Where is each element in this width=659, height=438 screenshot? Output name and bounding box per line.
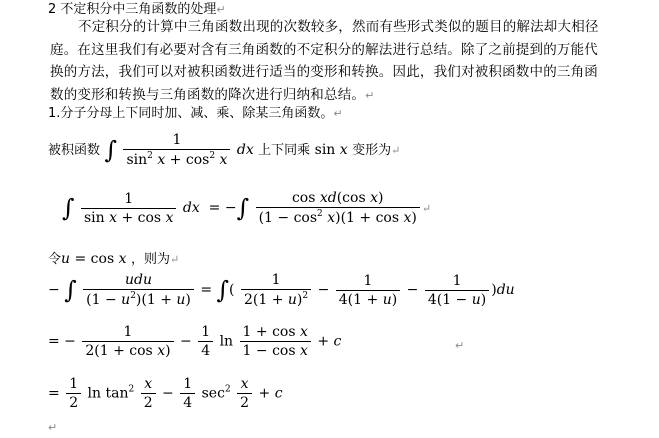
section-heading: 2 不定积分中三角函数的处理↵ (48, 2, 226, 17)
formula-integrand: 被积函数 ∫ $\frac{1}{\sin^2 x + \cos^2 x}$ dx 上下同乘 sin x 变形为↵ (48, 132, 401, 168)
formula-partial-fractions: − ∫ $\frac{\text{udu}}{(1 - u^2)(1 + u)}$ = ∫( $\frac{1}{2(1 + u)^2}$ − $\frac{1}{4(1 + u)}$ − $\frac{1}{4(1 - u)}$ )du (48, 272, 515, 308)
formula-result-log: = − $\frac{1}{\text{2(1 + cos x)}}$ − $\frac{1}{4}$ ln $\frac{\text{1 + cos x}}{\text{1 − cos x}}$ + c (48, 324, 342, 359)
para-mark-end: ↵ (48, 421, 58, 434)
intro-paragraph: 不定积分的计算中三角函数出现的次数较多，然而有些形式类似的题目的解法却大相径庭。在这里我们有必要对含有三角函数的不定积分的解法进行总结。除了之前提到的万能代换的方法，我们可以对被积函数进行适当的变形和转换。因此，我们对被积函数中的三角函数的变形和转换与三角函数的降次进行归纳和总结。↵ (50, 19, 599, 103)
para-mark-4: ↵ (455, 339, 465, 352)
item-1-heading: 1.分子分母上下同时加、减、乘、除某三角函数。↵ (48, 106, 343, 121)
formula-substitution: 令u = cos x ，则为↵ (48, 251, 180, 267)
formula-transform: ∫ $\frac{1}{\text{sin x + cos x}}$ dx = −∫ $\frac{\text{cos xd(cos x)}}{(1 - \cos^2 x)(1 + \cos x)}$ ↵ (62, 190, 432, 226)
formula-result-tan: = $\frac{1}{2}$ $\ln \tan^2$ $\frac{x}{2}$ − $\frac{1}{4}$ $\sec^2$ $\frac{x}{2}$ + c (48, 376, 283, 411)
